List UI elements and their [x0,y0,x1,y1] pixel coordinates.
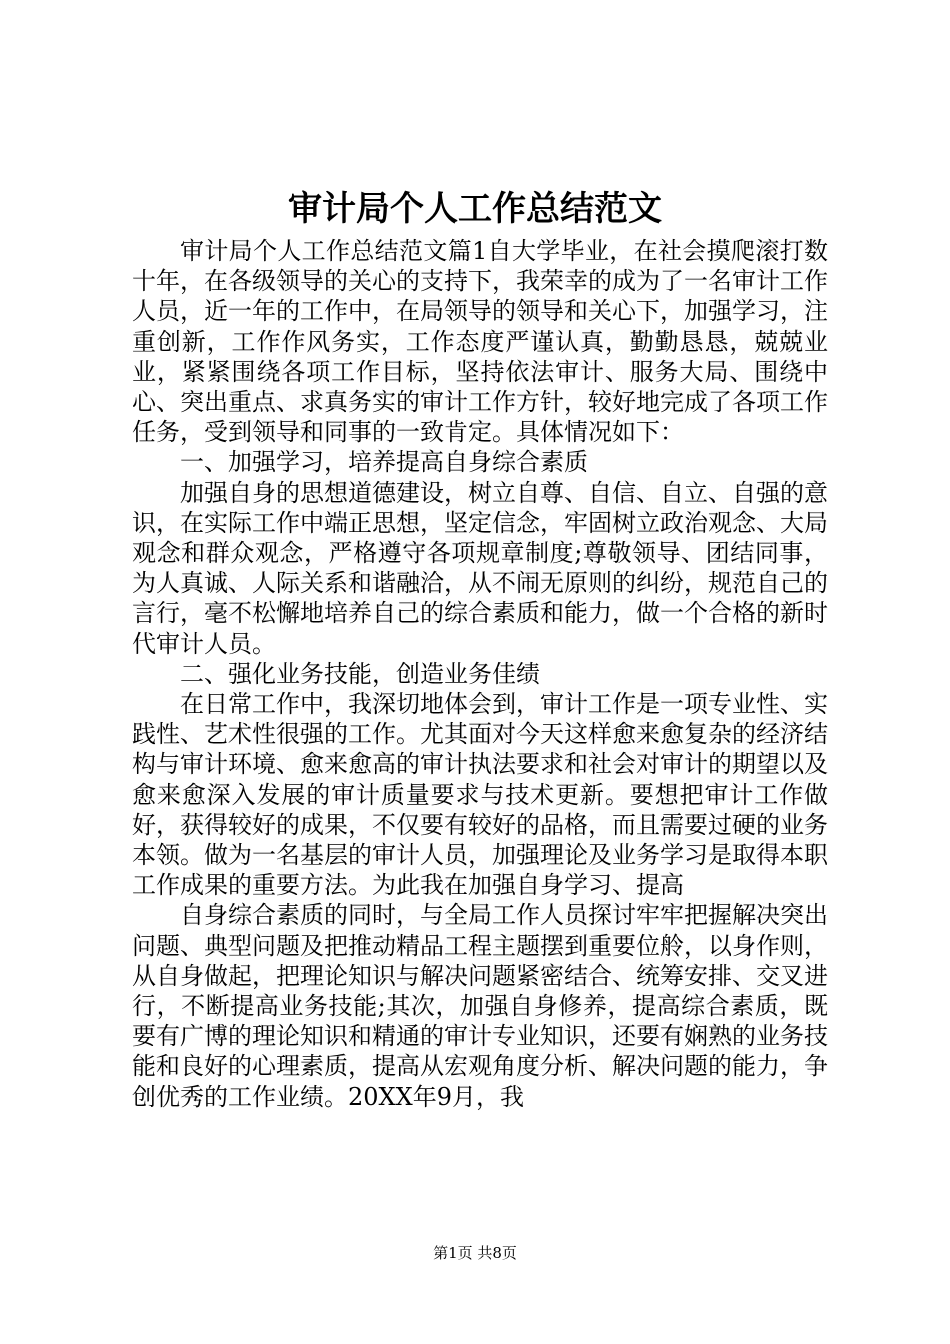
document-body [132,236,828,1112]
page-number-footer: 第1页 共8页 [433,1244,517,1262]
section-heading-1: 一、加强学习，培养提高自身综合素质 [180,448,588,477]
page-title: 审计局个人工作总结范文 [288,189,662,229]
paragraph-section-2: 在日常工作中，我深切地体会到，审计工作是一项专业性、实践性、艺术性很强的工作。尤其面对今天这样愈来愈复杂的经济结构与审计环境、愈来愈高的审计执法要求和社会对审计的期望以及愈来愈深入发展的审计质量要求与技术更新。要想把审计工作做好，获得较好的成果，不仅要有较好的品格，而且需要过硬的业务本领。做为一名基层的审计人员，加强理论及业务学习是取得本职工作成果的重要方法。为此我在加强自身学习、提高 [132,690,828,900]
paragraph-section-2-continued: 自身综合素质的同时，与全局工作人员探讨牢牢把握解决突出问题、典型问题及把推动精品工程主题摆到重要位舲，以身作则，从自身做起，把理论知识与解决问题紧密结合、统筹安排、交叉进行，不断提高业务技能;其次，加强自身修养，提高综合素质，既要有广博的理论知识和精通的审计专业知识，还要有娴熟的业务技能和良好的心理素质，提高从宏观角度分析、解决问题的能力，争创优秀的工作业绩。20XX年9月，我 [132,901,828,1111]
section-heading-2: 二、强化业务技能，创造业务佳绩 [180,659,540,688]
paragraph-section-1: 加强自身的思想道德建设，树立自尊、自信、自立、自强的意识，在实际工作中端正思想，坚定信念，牢固树立政治观念、大局观念和群众观念，严格遵守各项规章制度;尊敬领导、团结同事，为人真诚、人际关系和谐融洽，从不闹无原则的纠纷，规范自己的言行，毫不松懈地培养自己的综合素质和能力，做一个合格的新时代审计人员。 [132,478,828,658]
paragraph-intro: 审计局个人工作总结范文篇1自大学毕业，在社会摸爬滚打数十年，在各级领导的关心的支持下，我荣幸的成为了一名审计工作人员，近一年的工作中，在局领导的领导和关心下，加强学习，注重创新，工作作风务实，工作态度严谨认真，勤勤恳恳，兢兢业业，紧紧围绕各项工作目标，坚持依法审计、服务大局、围绕中心、突出重点、求真务实的审计工作方针，较好地完成了各项工作任务，受到领导和同事的一致肯定。具体情况如下： [132,237,828,447]
